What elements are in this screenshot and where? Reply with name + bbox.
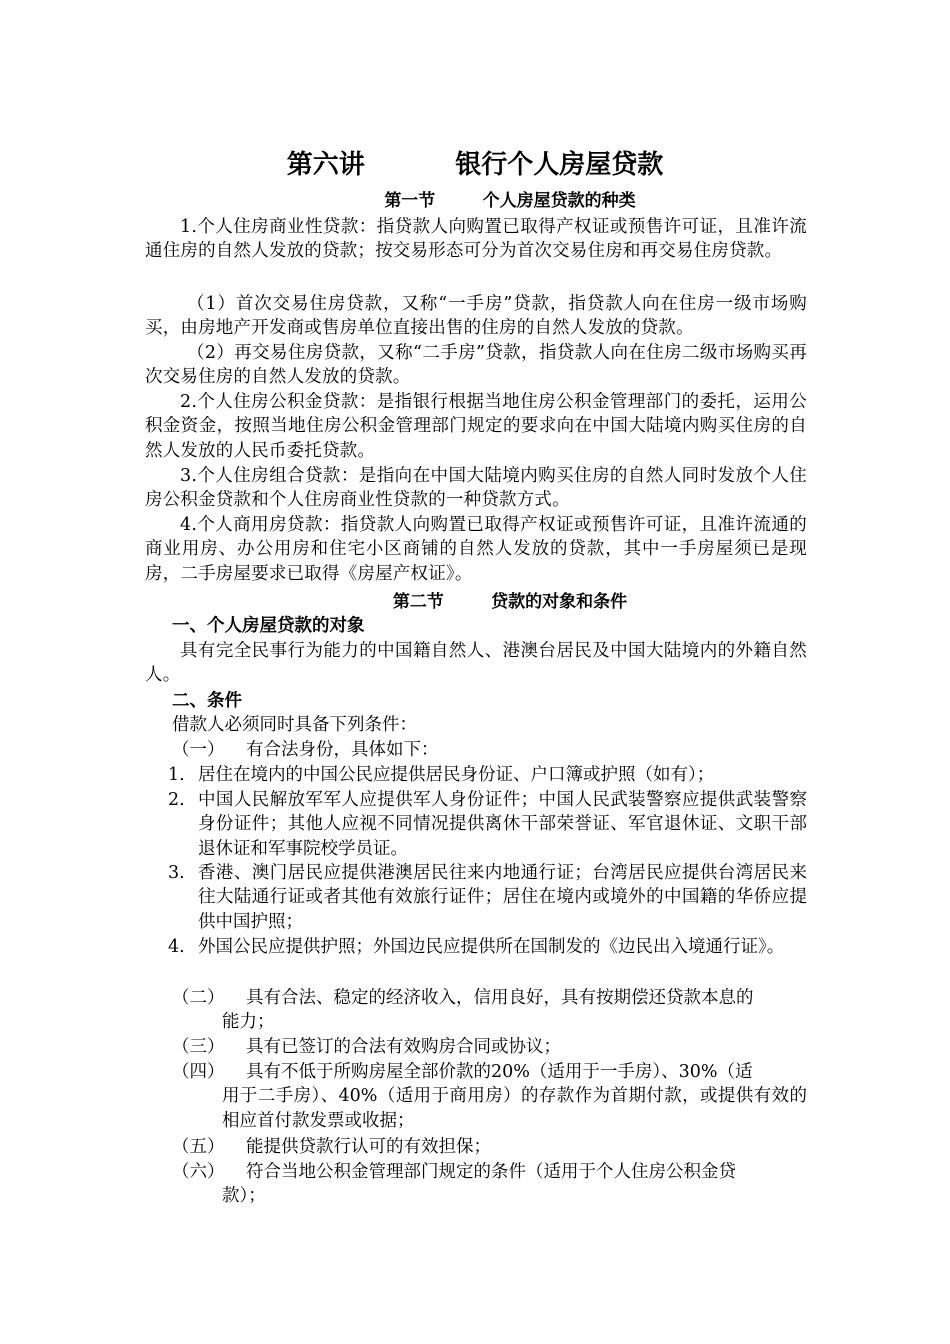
- document-title: 第六讲 银行个人房屋贷款: [286, 150, 664, 180]
- condition-number: （五）: [172, 1137, 225, 1157]
- condition-text: 具有合法、稳定的经济收入，信用良好，具有按期偿还贷款本息的: [246, 988, 754, 1008]
- condition-text: 符合当地公积金管理部门规定的条件（适用于个人住房公积金贷: [246, 1162, 736, 1182]
- id-item-4: [168, 935, 807, 959]
- list-item-text: 外国公民应提供护照；外国边民应提供所在国制发的《边民出入境通行证》。: [198, 937, 785, 957]
- condition-number: （三）: [172, 1037, 225, 1057]
- conditions-intro: 借款人必须同时具备下列条件：: [172, 715, 417, 735]
- heading-conditions: 二、条件: [172, 691, 242, 711]
- list-item-number: 3.: [168, 863, 185, 883]
- id-item-1: [168, 763, 807, 787]
- list-item-number: 2.: [168, 790, 185, 810]
- paragraph-4: 4.个人商用房贷款：指贷款人向购置已取得产权证或预售许可证，且准许流通的商业用房、办公用房和住宅小区商铺的自然人发放的贷款，其中一手房屋须已是现房，二手房屋要求已取得《房屋产权证》。: [145, 515, 807, 584]
- condition-2: [172, 986, 807, 1035]
- list-item-text: 居住在境内的中国公民应提供居民身份证、户口簿或护照（如有）；: [198, 765, 715, 785]
- paragraph-3: 3.个人住房组合贷款：是指向在中国大陆境内购买住房的自然人同时发放个人住房公积金贷款和个人住房商业性贷款的一种贷款方式。: [145, 466, 807, 511]
- condition-body: [222, 1160, 807, 1209]
- condition-text: 具有已签订的合法有效购房合同或协议；: [246, 1037, 561, 1057]
- list-item-number: 1.: [168, 765, 185, 785]
- section-2-title: 第二节 贷款的对象和条件: [392, 592, 628, 612]
- condition-text-continued: 款）；: [222, 1186, 266, 1207]
- condition-text-continued: 能力；: [222, 1012, 275, 1033]
- condition-6: [172, 1160, 807, 1209]
- condition-5: [172, 1135, 807, 1159]
- condition-number: （六）: [172, 1162, 225, 1182]
- paragraph-1: 1.个人住房商业性贷款：指贷款人向购置已取得产权证或预售许可证，且准许流通住房的自然人发放的贷款；按交易形态可分为首次交易住房和再交易住房贷款。: [145, 217, 807, 262]
- section-1-title: 第一节 个人房屋贷款的种类: [384, 191, 636, 211]
- condition-body: [222, 1060, 807, 1133]
- id-item-3: [168, 861, 807, 934]
- id-item-2: [168, 788, 807, 861]
- condition-number: （二）: [172, 988, 225, 1008]
- list-item-text: 中国人民解放军军人应提供军人身份证件；中国人民武装警察应提供武装警察身份证件；其他人应视不同情况提供离休干部荣誉证、军官退休证、文职干部退休证和军事院校学员证。: [198, 790, 807, 859]
- condition-text: 具有不低于所购房屋全部价款的20%（适用于一手房）、30%（适: [246, 1062, 753, 1082]
- paragraph-1-2: （2）再交易住房贷款，又称“二手房”贷款，指贷款人向在住房二级市场购买再次交易住房的自然人发放的贷款。: [145, 343, 807, 388]
- condition-1: [172, 738, 807, 762]
- condition-text-continued: 用于二手房）、40%（适用于商用房）的存款作为首期付款，或提供有效的相应首付款发票或收据；: [222, 1086, 807, 1131]
- list-item-number: 4.: [168, 937, 185, 957]
- paragraph-1-1: （1）首次交易住房贷款，又称“一手房”贷款，指贷款人向在住房一级市场购买，由房地产开发商或售房单位直接出售的住房的自然人发放的贷款。: [145, 294, 807, 339]
- list-item-text: 香港、澳门居民应提供港澳居民往来内地通行证；台湾居民应提供台湾居民来往大陆通行证或者其他有效旅行证件；居住在境内或境外的中国籍的华侨应提供中国护照；: [198, 863, 807, 932]
- condition-number: （一）: [172, 740, 225, 760]
- paragraph-2: 2.个人住房公积金贷款：是指银行根据当地住房公积金管理部门的委托，运用公积金资金，按照当地住房公积金管理部门规定的要求向在中国大陆境内购买住房的自然人发放的人民币委托贷款。: [145, 392, 807, 461]
- paragraph-loan-target: 具有完全民事行为能力的中国籍自然人、港澳台居民及中国大陆境内的外籍自然人。: [145, 641, 807, 686]
- condition-body: [222, 986, 807, 1035]
- condition-number: （四）: [172, 1062, 225, 1082]
- condition-text: 能提供贷款行认可的有效担保；: [246, 1137, 491, 1157]
- condition-3: [172, 1035, 807, 1059]
- heading-loan-target: 一、个人房屋贷款的对象: [172, 616, 365, 636]
- condition-text: 有合法身份，具体如下：: [246, 740, 439, 760]
- condition-4: [172, 1060, 807, 1133]
